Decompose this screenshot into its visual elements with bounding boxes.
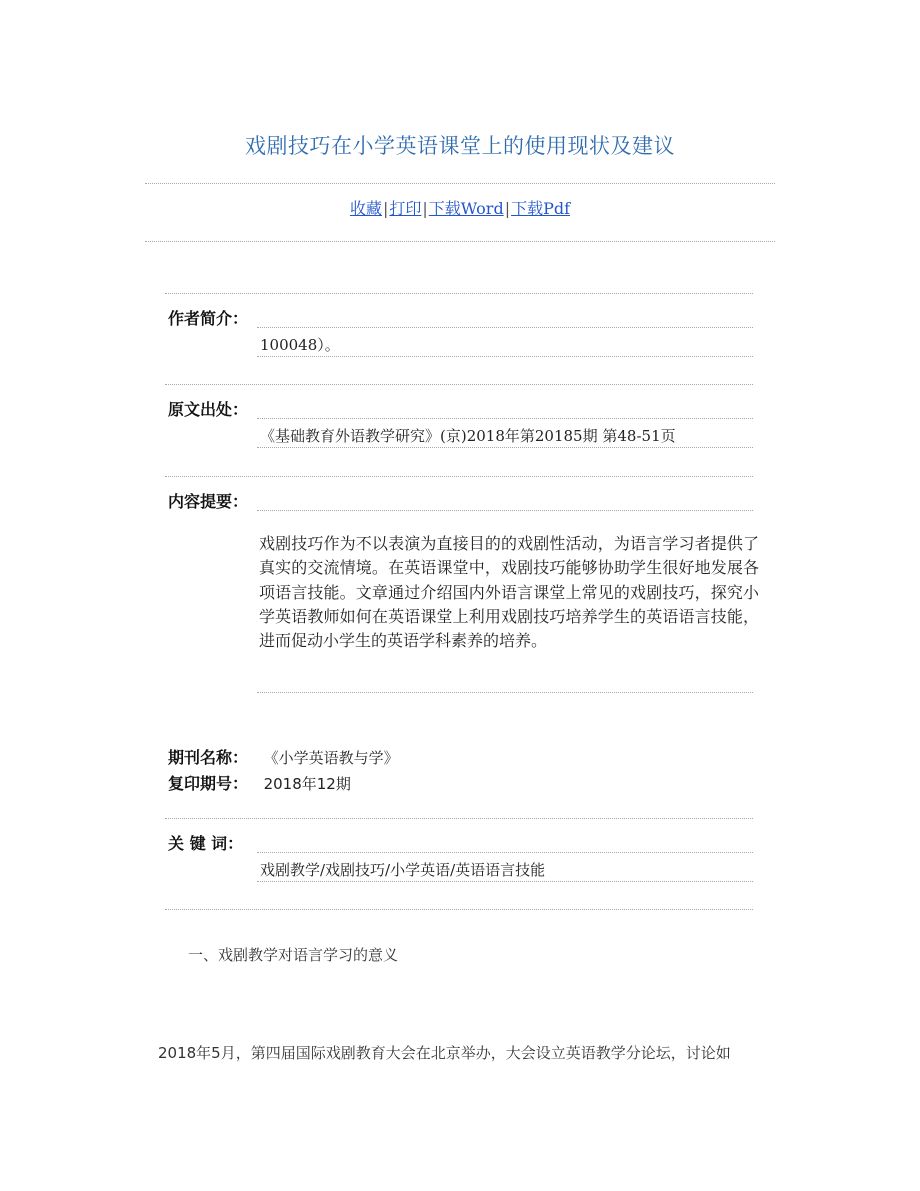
journal-value: 《小学英语教与学》	[263, 749, 399, 767]
source-label: 原文出处：	[168, 400, 249, 419]
divider	[145, 241, 775, 242]
divider	[165, 476, 753, 477]
journal-row	[168, 745, 399, 768]
separator: |	[383, 199, 389, 218]
download-word-link[interactable]: 下载Word	[428, 199, 504, 218]
divider	[257, 852, 753, 853]
divider	[257, 881, 753, 882]
separator: |	[422, 199, 428, 218]
author-label: 作者简介：	[168, 309, 249, 328]
divider	[145, 183, 775, 184]
abstract-label: 内容提要：	[168, 492, 249, 511]
journal-label: 期刊名称：	[168, 748, 249, 767]
divider	[257, 356, 753, 357]
section-heading: 一、戏剧教学对语言学习的意义	[188, 946, 399, 964]
issue-row	[168, 771, 351, 794]
divider	[257, 327, 753, 328]
divider	[257, 447, 753, 448]
divider	[165, 293, 753, 294]
divider	[165, 909, 753, 910]
body-paragraph: 2018年5月，第四届国际戏剧教育大会在北京举办，大会设立英语教学分论坛，讨论如	[158, 1044, 731, 1062]
author-value: 100048）。	[260, 336, 340, 354]
divider	[257, 510, 753, 511]
action-links	[0, 196, 920, 219]
separator: |	[504, 199, 511, 218]
issue-value: 2018年12期	[263, 775, 351, 793]
divider	[165, 384, 753, 385]
issue-label: 复印期号：	[168, 774, 249, 793]
page-title: 戏剧技巧在小学英语课堂上的使用现状及建议	[245, 134, 675, 158]
abstract-text: 戏剧技巧作为不以表演为直接目的的戏剧性活动，为语言学习者提供了真实的交流情境。在英语课堂中，戏剧技巧能够协助学生很好地发展各项语言技能。文章通过介绍国内外语言课堂上常见的戏剧技巧，探究小学英语教师如何在英语课堂上利用戏剧技巧培养学生的英语语言技能，进而促动小学生的英语学科素养的培养。	[259, 534, 759, 651]
favorite-link[interactable]: 收藏	[349, 199, 382, 218]
divider	[257, 692, 753, 693]
divider	[165, 818, 753, 819]
source-value: 《基础教育外语教学研究》(京)2018年第20185期 第48-51页	[260, 427, 676, 445]
divider	[257, 418, 753, 419]
keywords-value: 戏剧教学/戏剧技巧/小学英语/英语语言技能	[260, 861, 546, 879]
download-pdf-link[interactable]: 下载Pdf	[511, 199, 571, 218]
print-link[interactable]: 打印	[389, 199, 422, 218]
keywords-label: 关 键 词：	[168, 834, 244, 853]
